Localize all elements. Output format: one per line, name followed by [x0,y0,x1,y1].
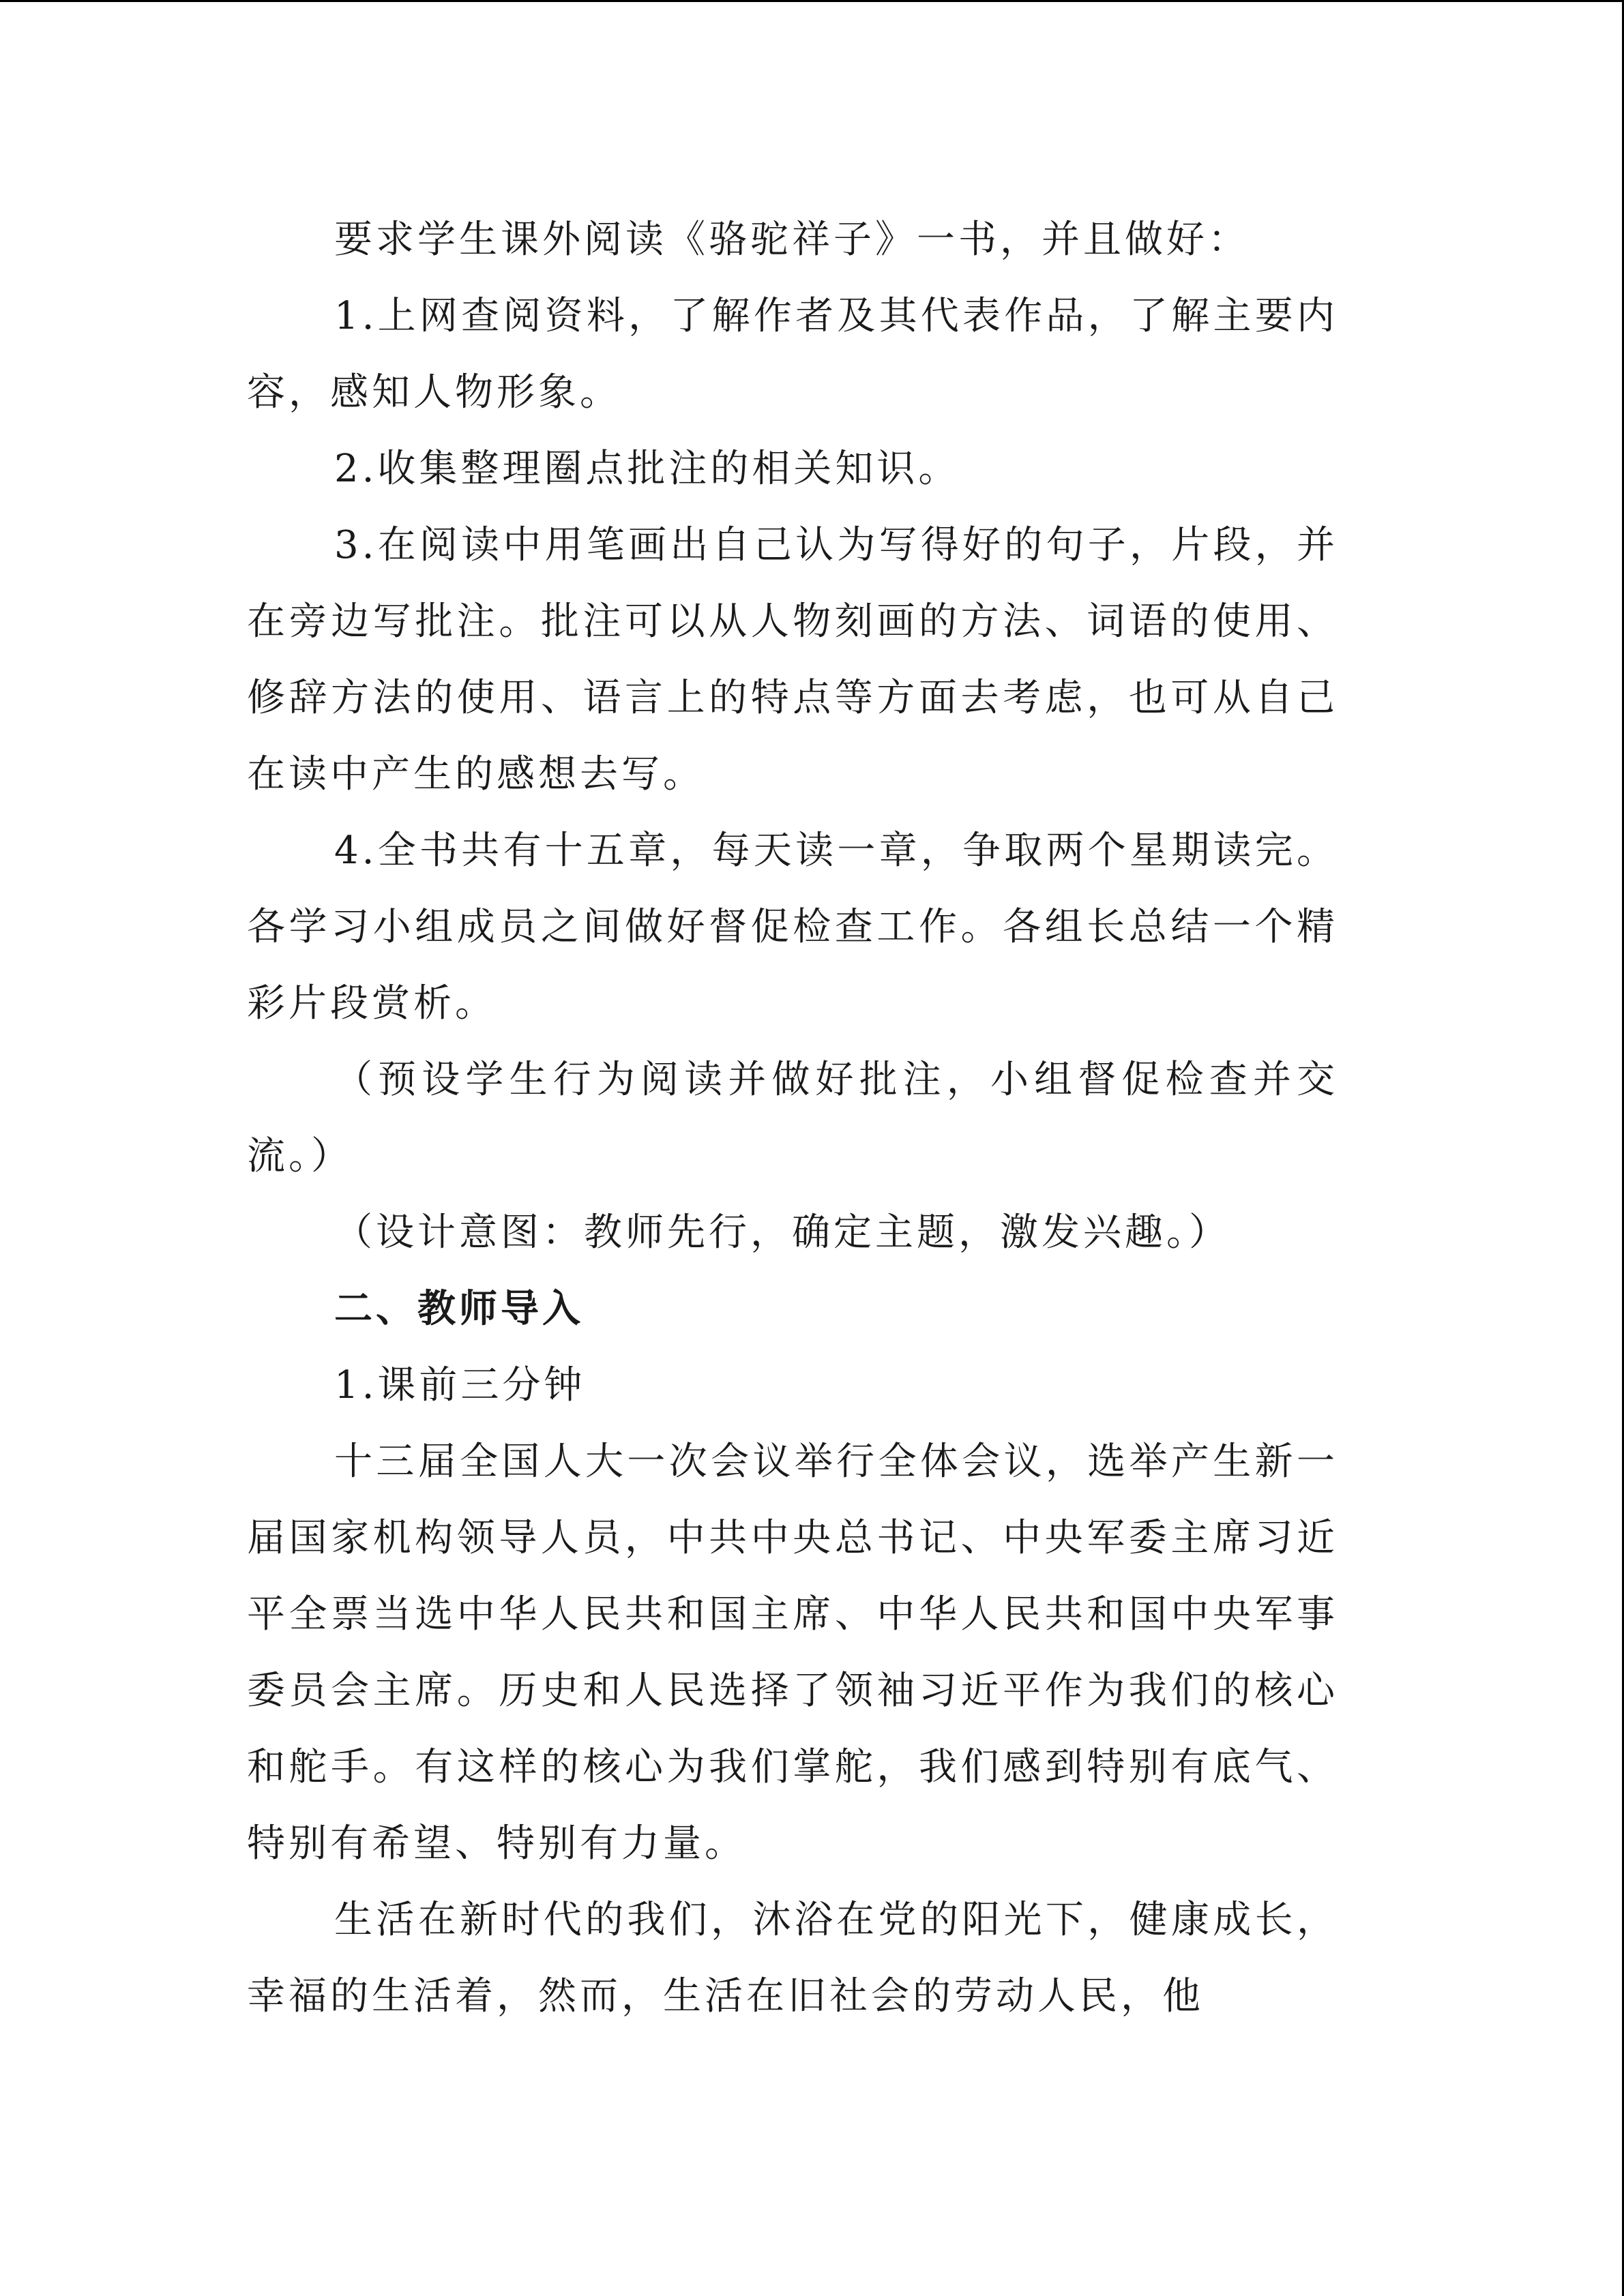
subsection-title: 1.课前三分钟 [334,1363,586,1407]
paragraph-item-3: 3.在阅读中用笔画出自己认为写得好的句子，片段，并在旁边写批注。批注可以从人物刻画的方法、词语的使用、修辞方法的使用、语言上的特点等方面去考虑，也可从自己在读中产生的感想去写。 [247,523,1338,796]
paragraph-item-1: 1.上网查阅资料，了解作者及其代表作品，了解主要内容，感知人物形象。 [247,294,1338,415]
paragraph-design-intent: （设计意图：教师先行，确定主题，激发兴趣。） [334,1210,1230,1255]
paragraph-new-era: 生活在新时代的我们，沐浴在党的阳光下，健康成长，幸福的生活着，然而，生活在旧社会的劳动人民，他 [247,1898,1338,2018]
paragraph-congress: 十三届全国人大一次会议举行全体会议，选举产生新一届国家机构领导人员，中共中央总书记、中央军委主席习近平全票当选中华人民共和国主席、中华人民共和国中央军事委员会主席。历史和人民选择了领袖习近平作为我们的核心和舵手。有这样的核心为我们掌舵，我们感到特别有底气、特别有希望、特别有力量。 [247,1440,1338,1866]
paragraph-item-4: 4.全书共有十五章，每天读一章，争取两个星期读完。各学习小组成员之间做好督促检查工作。各组长总结一个精彩片段赏析。 [247,829,1338,1026]
section-heading: 二、教师导入 [334,1287,584,1331]
page-border-top [0,0,1624,2]
paragraph-expected-behavior: （预设学生行为阅读并做好批注，小组督促检查并交流。） [247,1058,1338,1178]
paragraph-item-2: 2.收集整理圈点批注的相关知识。 [334,447,960,491]
document-body [247,202,1338,2035]
paragraph-reading-requirement: 要求学生课外阅读《骆驼祥子》一书，并且做好： [334,218,1250,262]
